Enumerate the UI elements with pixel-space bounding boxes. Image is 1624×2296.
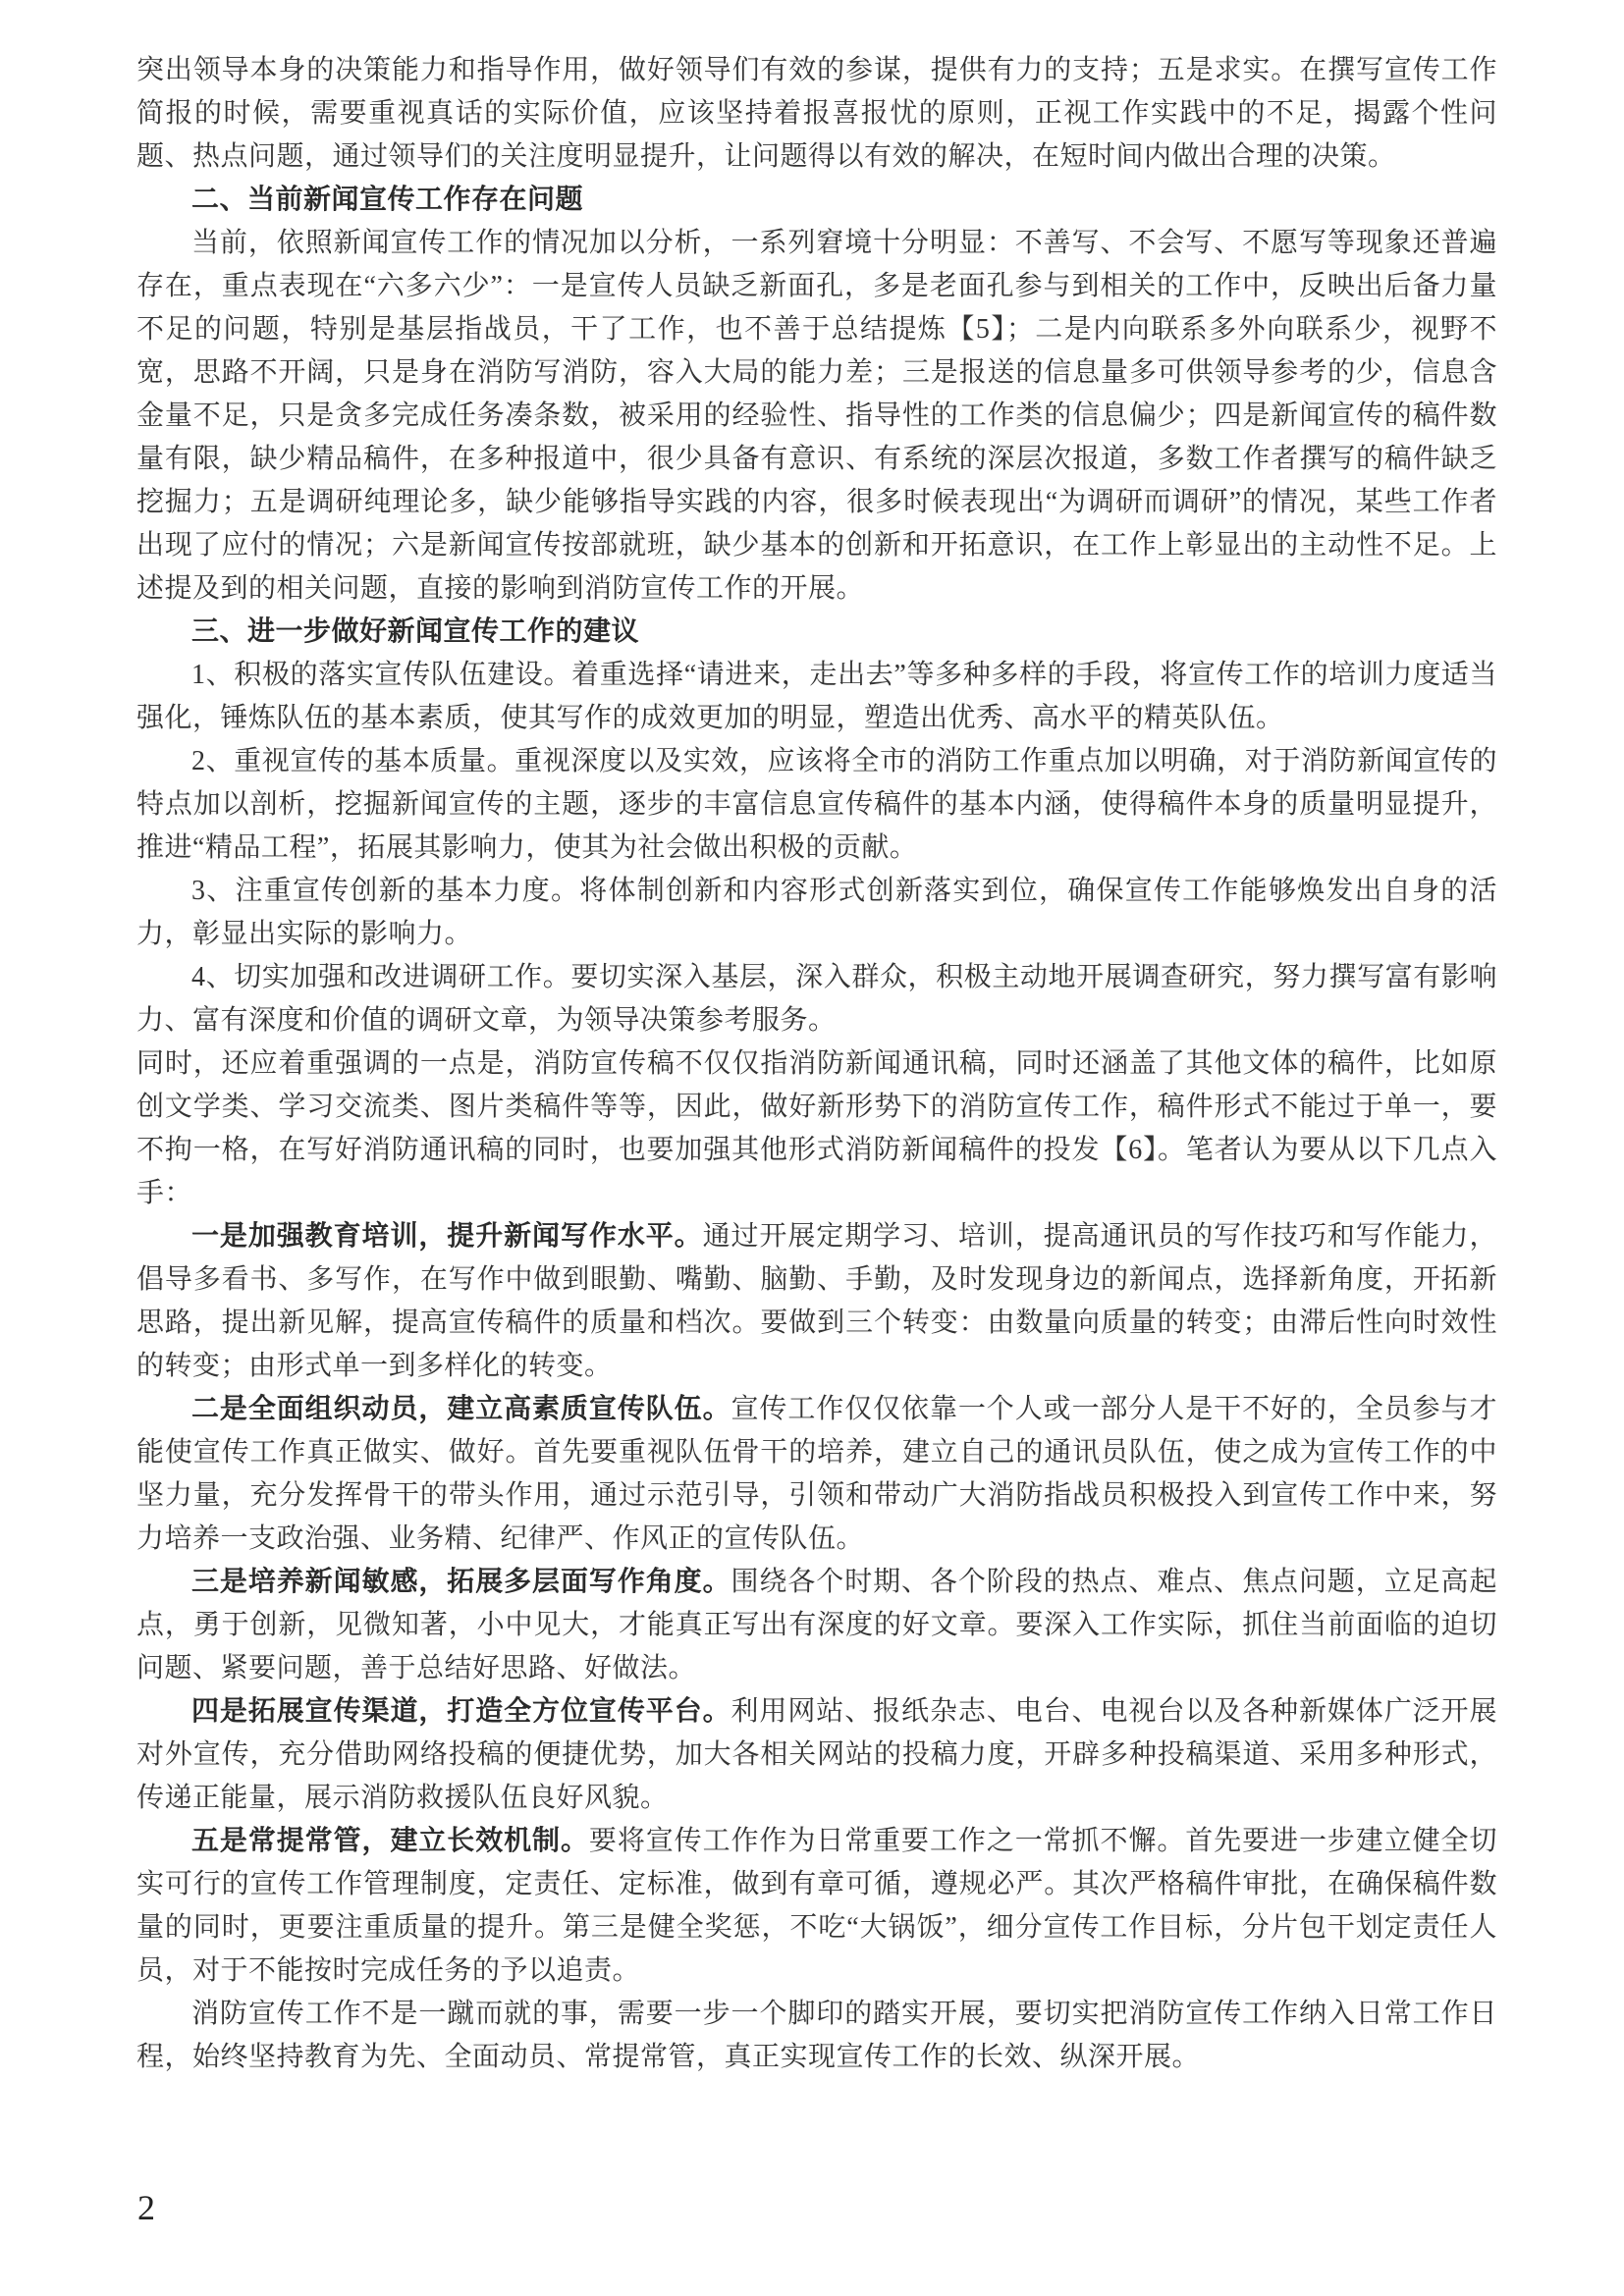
paragraph-lead: 三是培养新闻敏感，拓展多层面写作角度。 xyxy=(191,1567,731,1597)
paragraph: 3、注重宣传创新的基本力度。将体制创新和内容形式创新落实到位，确保宣传工作能够焕发出自身的活力，彰显出实际的影响力。 xyxy=(136,876,1497,949)
page-number: 2 xyxy=(137,2188,155,2227)
paragraph xyxy=(136,1388,1497,1561)
document-content xyxy=(136,49,1497,2079)
paragraph-lead: 一是加强教育培训，提升新闻写作水平。 xyxy=(191,1221,703,1252)
paragraph xyxy=(136,1820,1497,1993)
paragraph: 4、切实加强和改进调研工作。要切实深入基层，深入群众，积极主动地开展调查研究，努力撰写富有影响力、富有深度和价值的调研文章，为领导决策参考服务。 xyxy=(136,962,1497,1036)
paragraph: 当前，依照新闻宣传工作的情况加以分析，一系列窘境十分明显：不善写、不会写、不愿写等现象还普遍存在，重点表现在“六多六少”：一是宣传人员缺乏新面孔，多是老面孔参与到相关的工作中，反映出后备力量不足的问题，特别是基层指战员，干了工作，也不善于总结提炼【5】；二是内向联系多外向联系少，视野不宽，思路不开阔，只是身在消防写消防，容入大局的能力差；三是报送的信息量多可供领导参考的少，信息含金量不足，只是贪多完成任务凑条数，被采用的经验性、指导性的工作类的信息偏少；四是新闻宣传的稿件数量有限，缺少精品稿件，在多种报道中，很少具备有意识、有系统的深层次报道，多数工作者撰写的稿件缺乏挖掘力；五是调研纯理论多，缺少能够指导实践的内容，很多时候表现出“为调研而调研”的情况，某些工作者出现了应付的情况；六是新闻宣传按部就班，缺少基本的创新和开拓意识，在工作上彰显出的主动性不足。上述提及到的相关问题，直接的影响到消防宣传工作的开展。 xyxy=(136,228,1497,604)
paragraph xyxy=(136,1215,1497,1388)
section-heading: 三、进一步做好新闻宣传工作的建议 xyxy=(191,616,640,647)
section-heading: 二、当前新闻宣传工作存在问题 xyxy=(191,185,584,215)
paragraph: 消防宣传工作不是一蹴而就的事，需要一步一个脚印的踏实开展，要切实把消防宣传工作纳入日常工作日程，始终坚持教育为先、全面动员、常提常管，真正实现宣传工作的长效、纵深开展。 xyxy=(136,1999,1497,2072)
paragraph: 同时，还应着重强调的一点是，消防宣传稿不仅仅指消防新闻通讯稿，同时还涵盖了其他文体的稿件，比如原创文学类、学习交流类、图片类稿件等等，因此，做好新形势下的消防宣传工作，稿件形式不能过于单一，要不拘一格，在写好消防通讯稿的同时，也要加强其他形式消防新闻稿件的投发【6】。笔者认为要从以下几点入手： xyxy=(136,1048,1497,1208)
paragraph-body: 要将宣传工作作为日常重要工作之一常抓不懈。首先要进一步建立健全切实可行的宣传工作管理制度，定责任、定标准，做到有章可循，遵规必严。其次严格稿件审批，在确保稿件数量的同时，更要注重质量的提升。第三是健全奖惩，不吃“大锅饭”，细分宣传工作目标，分片包干划定责任人员，对于不能按时完成任务的予以追责。 xyxy=(136,1826,1497,1986)
paragraph-lead: 二是全面组织动员，建立高素质宣传队伍。 xyxy=(191,1394,731,1424)
paragraph: 2、重视宣传的基本质量。重视深度以及实效，应该将全市的消防工作重点加以明确，对于消防新闻宣传的特点加以剖析，挖掘新闻宣传的主题，逐步的丰富信息宣传稿件的基本内涵，使得稿件本身的质量明显提升，推进“精品工程”，拓展其影响力，使其为社会做出积极的贡献。 xyxy=(136,746,1497,863)
paragraph xyxy=(136,1561,1497,1690)
paragraph-body: 宣传工作仅仅依靠一个人或一部分人是干不好的，全员参与才能使宣传工作真正做实、做好。首先要重视队伍骨干的培养，建立自己的通讯员队伍，使之成为宣传工作的中坚力量，充分发挥骨干的带头作用，通过示范引导，引领和带动广大消防指战员积极投入到宣传工作中来，努力培养一支政治强、业务精、纪律严、作风正的宣传队伍。 xyxy=(136,1394,1497,1554)
paragraph: 1、积极的落实宣传队伍建设。着重选择“请进来，走出去”等多种多样的手段，将宣传工作的培训力度适当强化，锤炼队伍的基本素质，使其写作的成效更加的明显，塑造出优秀、高水平的精英队伍。 xyxy=(136,660,1497,733)
paragraph xyxy=(136,1690,1497,1820)
paragraph: 突出领导本身的决策能力和指导作用，做好领导们有效的参谋，提供有力的支持；五是求实。在撰写宣传工作简报的时候，需要重视真话的实际价值，应该坚持着报喜报忧的原则，正视工作实践中的不足，揭露个性问题、热点问题，通过领导们的关注度明显提升，让问题得以有效的解决，在短时间内做出合理的决策。 xyxy=(136,55,1497,172)
paragraph-body: 围绕各个时期、各个阶段的热点、难点、焦点问题，立足高起点，勇于创新，见微知著，小中见大，才能真正写出有深度的好文章。要深入工作实际，抓住当前面临的迫切问题、紧要问题，善于总结好思路、好做法。 xyxy=(136,1567,1497,1683)
paragraph-lead: 四是拓展宣传渠道，打造全方位宣传平台。 xyxy=(191,1696,731,1727)
paragraph-lead: 五是常提常管，建立长效机制。 xyxy=(191,1826,589,1856)
paragraph-body: 通过开展定期学习、培训，提高通讯员的写作技巧和写作能力，倡导多看书、多写作，在写作中做到眼勤、嘴勤、脑勤、手勤，及时发现身边的新闻点，选择新角度，开拓新思路，提出新见解，提高宣传稿件的质量和档次。要做到三个转变：由数量向质量的转变；由滞后性向时效性的转变；由形式单一到多样化的转变。 xyxy=(136,1221,1497,1381)
paragraph-body: 利用网站、报纸杂志、电台、电视台以及各种新媒体广泛开展对外宣传，充分借助网络投稿的便捷优势，加大各相关网站的投稿力度，开辟多种投稿渠道、采用多种形式，传递正能量，展示消防救援队伍良好风貌。 xyxy=(136,1696,1497,1813)
